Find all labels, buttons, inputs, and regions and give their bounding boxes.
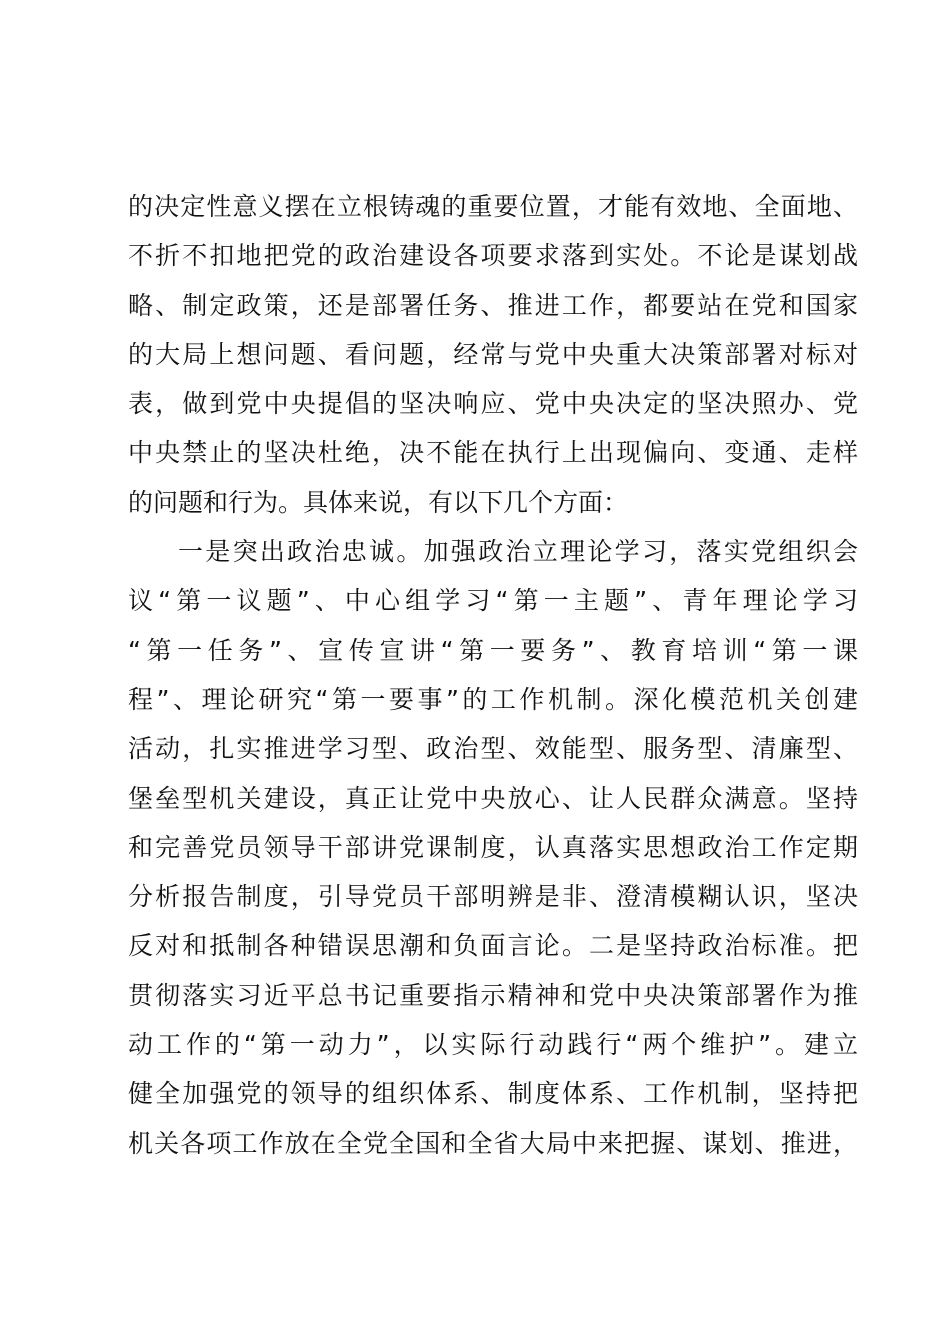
text-line: 和完善党员领导干部讲党课制度，认真落实思想政治工作定期	[128, 832, 858, 862]
text-line: 反对和抵制各种错误思潮和负面言论。二是坚持政治标准。把	[128, 931, 858, 961]
text-line: 表，做到党中央提倡的坚决响应、党中央决定的坚决照办、党	[128, 389, 858, 419]
text-line: 动工作的“第一动力”，以实际行动践行“两个维护”。建立	[128, 1030, 858, 1060]
text-line: 不折不扣地把党的政治建设各项要求落到实处。不论是谋划战	[128, 241, 858, 271]
text-line: 的决定性意义摆在立根铸魂的重要位置，才能有效地、全面地、	[128, 192, 858, 221]
text-line: 议“第一议题”、中心组学习“第一主题”、青年理论学习	[128, 586, 858, 616]
text-line: 一是突出政治忠诚。加强政治立理论学习，落实党组织会	[178, 537, 858, 567]
text-line: “第一任务”、宣传宣讲“第一要务”、教育培训“第一课	[128, 635, 858, 665]
body-text	[128, 182, 858, 1168]
text-line: 分析报告制度，引导党员干部明辨是非、澄清模糊认识，坚决	[128, 882, 858, 912]
text-line: 的问题和行为。具体来说，有以下几个方面：	[128, 487, 629, 517]
text-line: 健全加强党的领导的组织体系、制度体系、工作机制，坚持把	[128, 1079, 858, 1109]
text-line: 的大局上想问题、看问题，经常与党中央重大决策部署对标对	[128, 339, 858, 369]
text-line: 略、制定政策，还是部署任务、推进工作，都要站在党和国家	[128, 290, 858, 320]
text-line: 贯彻落实习近平总书记重要指示精神和党中央决策部署作为推	[128, 980, 858, 1010]
text-line: 机关各项工作放在全党全国和全省大局中来把握、谋划、推进，	[128, 1128, 858, 1158]
text-line: 堡垒型机关建设，真正让党中央放心、让人民群众满意。坚持	[128, 783, 858, 813]
text-line: 活动，扎实推进学习型、政治型、效能型、服务型、清廉型、	[128, 734, 858, 764]
text-line: 程”、理论研究“第一要事”的工作机制。深化模范机关创建	[128, 684, 858, 714]
text-line: 中央禁止的坚决杜绝，决不能在执行上出现偏向、变通、走样	[128, 438, 858, 468]
